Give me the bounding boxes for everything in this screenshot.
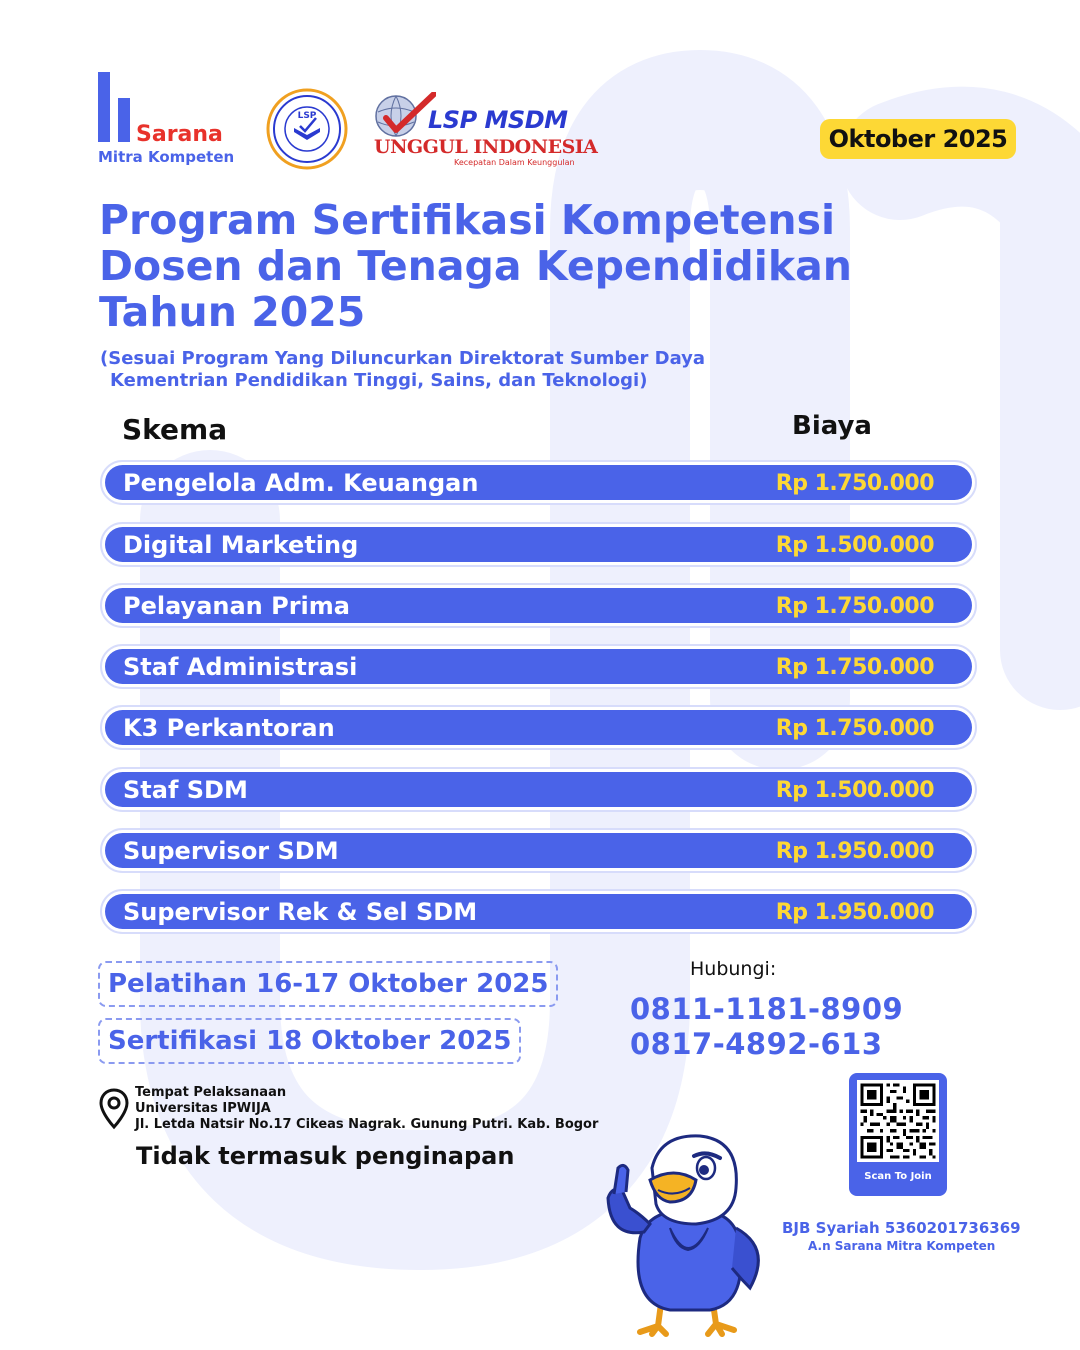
scheme-name: Pelayanan Prima [123,592,350,620]
scheme-row [100,583,977,628]
eagle-mascot-icon [600,1128,775,1338]
contact-label: Hubungi: [690,958,777,980]
scheme-price: Rp 1.950.000 [775,839,934,864]
training-date: Pelatihan 16-17 Oktober 2025 [98,961,558,1007]
scheme-price: Rp 1.750.000 [775,655,934,680]
qr-join-card[interactable] [849,1073,947,1196]
scheme-row [100,705,977,750]
venue-label: Tempat Pelaksanaan [135,1085,287,1100]
scheme-row [100,889,977,934]
page-title-line-2: Dosen dan Tenaga Kependidikan [99,242,852,290]
scheme-row [100,767,977,812]
scheme-row [100,460,977,505]
scheme-row [100,522,977,567]
lsp-seal-logo [266,88,348,170]
lsp-msdm-tagline: Kecepatan Dalam Keunggulan [454,158,575,167]
sarana-logo-subtitle: Mitra Kompeten [98,148,235,166]
page-title-line-1: Program Sertifikasi Kompetensi [99,196,836,244]
scheme-name: Supervisor Rek & Sel SDM [123,898,478,926]
scheme-price: Rp 1.950.000 [775,900,934,925]
page-title-line-3: Tahun 2025 [99,288,366,336]
scheme-name: Staf Administrasi [123,653,358,681]
column-header-cost: Biaya [792,411,872,441]
month-badge: Oktober 2025 [820,119,1016,159]
lsp-seal-text: LSP [297,111,317,121]
scheme-name: Pengelola Adm. Keuangan [123,469,479,497]
globe-check-icon [372,92,436,138]
scheme-price: Rp 1.750.000 [775,471,934,496]
scheme-name: Staf SDM [123,776,248,804]
scheme-price: Rp 1.750.000 [775,716,934,741]
bank-account: BJB Syariah 5360201736369 [782,1219,1021,1237]
scheme-price: Rp 1.500.000 [775,533,934,558]
scheme-name: Supervisor SDM [123,837,339,865]
scheme-price: Rp 1.750.000 [775,594,934,619]
phone-number-1[interactable]: 0811-1181-8909 [630,992,904,1026]
qr-code[interactable] [857,1080,939,1162]
lsp-msdm-logo [372,88,598,170]
phone-number-2[interactable]: 0817-4892-613 [630,1027,883,1061]
location-pin-icon [98,1087,130,1133]
accommodation-note: Tidak termasuk penginapan [136,1142,515,1170]
scheme-row [100,828,977,873]
sarana-logo-word: Sarana [136,122,223,147]
lsp-msdm-subtitle: UNGGUL INDONESIA [374,136,598,158]
venue-address: Jl. Letda Natsir No.17 Cikeas Nagrak. Gunung Putri. Kab. Bogor [135,1117,599,1132]
sarana-logo [98,72,248,168]
bank-account-holder: A.n Sarana Mitra Kompeten [808,1239,996,1253]
subtitle-line-1: (Sesuai Program Yang Diluncurkan Direktorat Sumber Daya [100,348,706,369]
lsp-msdm-title: LSP MSDM [428,106,568,134]
scheme-row [100,644,977,689]
column-header-scheme: Skema [122,413,228,446]
scheme-price: Rp 1.500.000 [775,778,934,803]
certification-date: Sertifikasi 18 Oktober 2025 [98,1018,521,1064]
venue-name: Universitas IPWIJA [135,1101,271,1116]
scheme-name: Digital Marketing [123,531,359,559]
subtitle-line-2: Kementrian Pendidikan Tinggi, Sains, dan Teknologi) [110,370,648,391]
scheme-name: K3 Perkantoran [123,714,335,742]
qr-label: Scan To Join [864,1171,932,1182]
